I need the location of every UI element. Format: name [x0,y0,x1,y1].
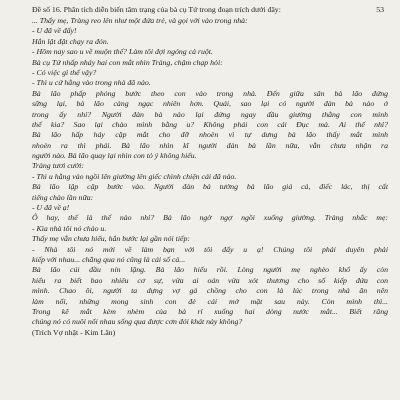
source-citation: (Trích Vợ nhặt - Kim Lân) [32,327,116,337]
page-number: 53 [376,5,384,14]
passage-line: người nào. Bà lão quay lại nhìn con tỏ ý không hiểu. [32,151,197,161]
passage-line: - Kìa nhà tôi nó chào u. [32,223,107,233]
passage-line: Bà cụ Tứ nhấp nháy hai con mắt nhìn Tràng, chậm chạp hỏi: [32,57,223,67]
passage-line: Bà lão lập cập bước vào. Người đàn bà tưởng bà lão giả cả, điếc lác, thị cất [32,182,388,192]
passage-line: - U đã về ạ! [32,203,70,213]
passage-text [32,16,388,338]
passage-line: Thấy mẹ vẫn chưa hiểu, hắn bước lại gần nói tiếp: [32,234,190,244]
passage-line: - U đã về đấy! [32,26,77,36]
passage-line: nhoèn ra thì phải. Bà lão nhìn kĩ người đàn bà lần nữa, vẫn chưa nhận ra [32,140,388,150]
passage-line: chúng nó có nuôi nổi nhau sống qua được cơn đói khát này không? [32,317,243,327]
passage-line: Ô hay, thế là thế nào nhỉ? Bà lão ngờ ngợ ngồi xuống giường. Tràng nhắc mẹ: [32,213,388,223]
passage-line: - Thì u hẵng vào ngồi lên giường lên giếc chình chiện cái đã nào. [32,171,237,181]
passage-line: kiếp với nhau... chẳng qua nó cũng là cái số cả... [32,254,186,264]
passage-line: thế kia? Sao lại chào mình bằng u? Không phải con cái Đục mà. Ai thế nhỉ? [32,119,388,129]
exercise-heading: Đề số 16. Phân tích diễn biến tâm trạng của bà cụ Tứ trong đoạn trích dưới đây: [32,5,281,14]
passage-line: ... Thấy mẹ, Tràng reo lên như một đứa trẻ, và gọi với vào trong nhà: [32,16,248,25]
passage-line: Hắn lật đật chạy ra đón. [32,36,109,46]
passage-line: mình. Chao ôi, người ta dựng vợ gả chồng cho con là lúc trong nhà ăn nên [32,286,388,296]
passage-line: tiếng chào lần nữa: [32,192,94,202]
passage-line: sững lại, bà lão càng ngạc nhiên hơn. Quái, sao lại có người đàn bà nào ở [32,99,388,109]
passage-line: - Hôm nay sao u về muộn thế? Làm tôi đợi ngóng cả ruột. [32,47,213,57]
page-header [32,3,390,16]
passage-line: Bà lão hấp háy cặp mắt cho đỡ nhoèn vì tự dưng bà lão thấy mắt mình [32,130,388,140]
passage-line: trong ấy nhỉ? Người đàn bà nào lại đứng ngay đầu giường thằng con mình [32,109,388,119]
passage-line: Bà lão phấp phỏng bước theo con vào trong nhà. Đến giữa sân bà lão đứng [32,88,388,98]
passage-line: - Nhà tôi nó mới về làm bạn với tôi đấy u ạ! Chúng tôi phải duyên phải [32,244,388,254]
passage-line: - Thì u cứ hẵng vào trong nhà đã nào. [32,78,151,88]
passage-line: làm nổi, những mong sinh con đẻ cái mở mặt sau này. Còn mình thì... [32,296,388,306]
passage-line: Trong kẽ mắt kèm nhèm của bà rỉ xuống hai dòng nước mắt... Biết răng [32,306,388,316]
passage-line: Tràng tươi cười: [32,161,84,171]
passage-line: Bà lão cúi đầu nín lặng. Bà lão hiểu rồi. Lòng người mẹ nghèo khổ ấy còn [32,265,388,275]
passage-line: hiểu ra biết bao nhiêu cơ sự, vừa ai oán vừa xót thương cho số kiếp đứa con [32,275,388,285]
passage-line: - Có việc gì thế vậy? [32,67,97,77]
